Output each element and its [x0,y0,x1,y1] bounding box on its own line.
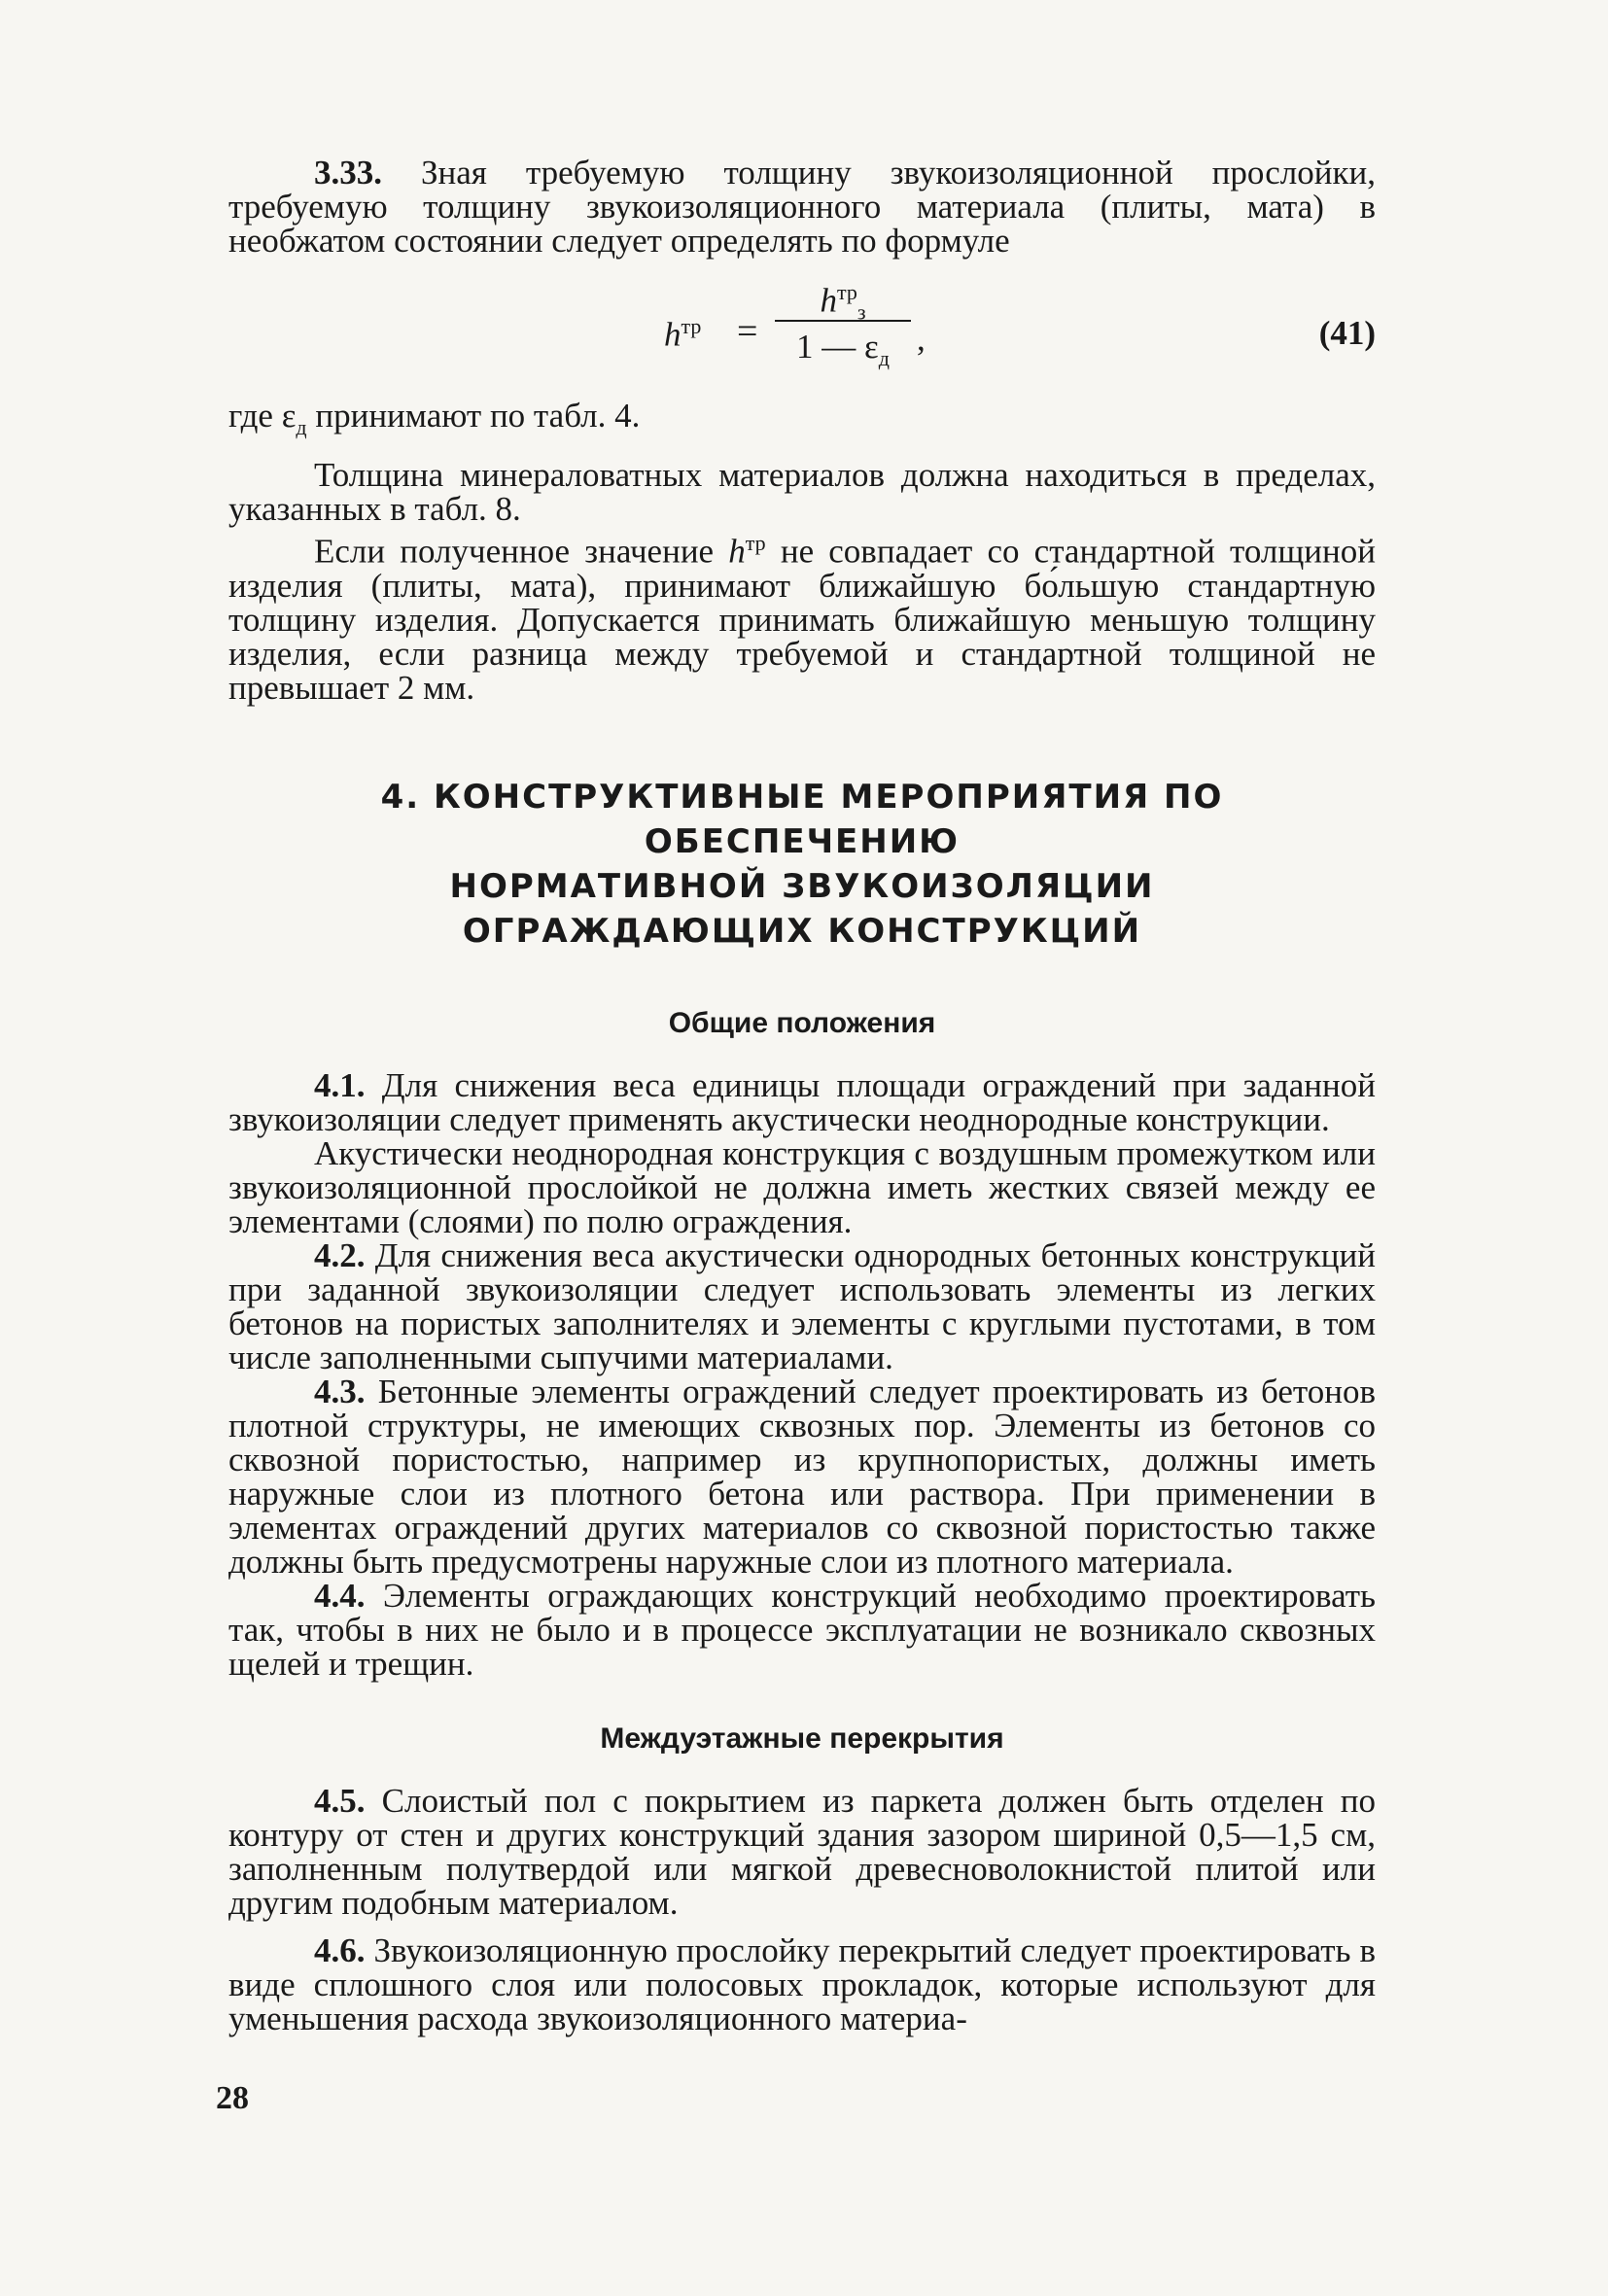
clause-text: Зная требуемую толщину звукоизоляционной прослойки, требуемую толщину звукоизоляционного материала (плиты, мата) в необжатом состоянии следует определять по формуле [228,154,1376,260]
paragraph-4-3: 4.3. Бетонные элементы ограждений следует проектировать из бетонов плотной структуры, не имеющих сквозных пор. Элементы из бетонов со сквозной пористостью, например из крупнопористых, должны иметь наружные слои из плотного бетона или раствора. При применении в элементах ограждений других материалов со сквозной пористостью также должны быть предусмотрены наружные слои из плотного материала. [228,1372,1376,1581]
paragraph-4-6: 4.6. Звукоизоляционную прослойку перекрытий следует проектировать в виде сплошного слоя или полосовых прокладок, которые используют для уменьшения расхода звукоизоляционного материа- [228,1931,1376,2037]
subheading-general: Общие положения [668,1006,936,1039]
formula-comma: , [917,320,926,358]
fraction-bar [775,320,911,322]
paragraph-4-1b: Акустически неоднородная конструкция с воздушным промежутком или звукоизоляционной прослойкой не должна иметь жестких связей между ее элементами (слоями) по полю ограждения. [228,1133,1376,1240]
section-title: 4. КОНСТРУКТИВНЫЕ МЕРОПРИЯТИЯ ПО ОБЕСПЕЧЕНИЮ НОРМАТИВНОЙ ЗВУКОИЗОЛЯЦИИ ОГРАЖДАЮЩИХ КОНСТРУКЦИЙ [380,777,1224,951]
paragraph-thickness: Толщина минераловатных материалов должна находиться в пределах, указанных в табл. 8. [228,456,1376,528]
formula-number: (41) [1318,314,1376,352]
paragraph-4-1: 4.1. Для снижения веса единицы площади ограждений при заданной звукоизоляции следует применять акустически неоднородные конструкции. [228,1065,1376,1138]
where-line: где $\varepsilon_д$ принимают по табл. 4. [228,397,641,439]
paragraph-if: Если полученное значение $h^{тр}$ не совпадает со стандартной толщиной изделия (плиты, мата), принимают ближайшую бо́льшую стандартную толщину изделия. Допускается принимать ближайшую меньшую толщину изделия, если разница между требуемой и стандартной толщиной не превышает 2 мм. [228,531,1376,707]
formula-numerator: $h^{тр}_з$ [820,280,866,325]
page-number: 28 [216,2080,249,2116]
paragraph-3-33 [228,156,1376,258]
formula-fraction [775,263,911,380]
formula-denominator: 1 — $\varepsilon_д$ [796,328,890,370]
paragraph-4-2: 4.2. Для снижения веса акустически однородных бетонных конструкций при заданной звукоизоляции следует использовать элементы из легких бетонов на пористых заполнителях и элементы с круглыми пустотами, в том числе заполненными сыпучими материалами. [228,1235,1376,1376]
paragraph-4-4: 4.4. Элементы ограждающих конструкций необходимо проектировать так, чтобы в них не было и в процессе эксплуатации не возникало сквозных щелей и трещин. [228,1576,1376,1683]
formula-41 [228,263,1376,395]
subheading-floors: Междуэтажные перекрытия [600,1722,1004,1755]
formula-equals: = [737,311,758,352]
page-body [228,156,1376,2035]
paragraph-4-5: 4.5. Слоистый пол с покрытием из паркета должен быть отделен по контуру от стен и других конструкций здания зазором шириной 0,5—1,5 см, заполненным полутвердой или мягкой древесноволокнистой плитой или другим подобным материалом. [228,1781,1376,1922]
formula-lhs: $h^{тр}$ [664,314,702,354]
clause-number: 3.33. [314,154,382,191]
